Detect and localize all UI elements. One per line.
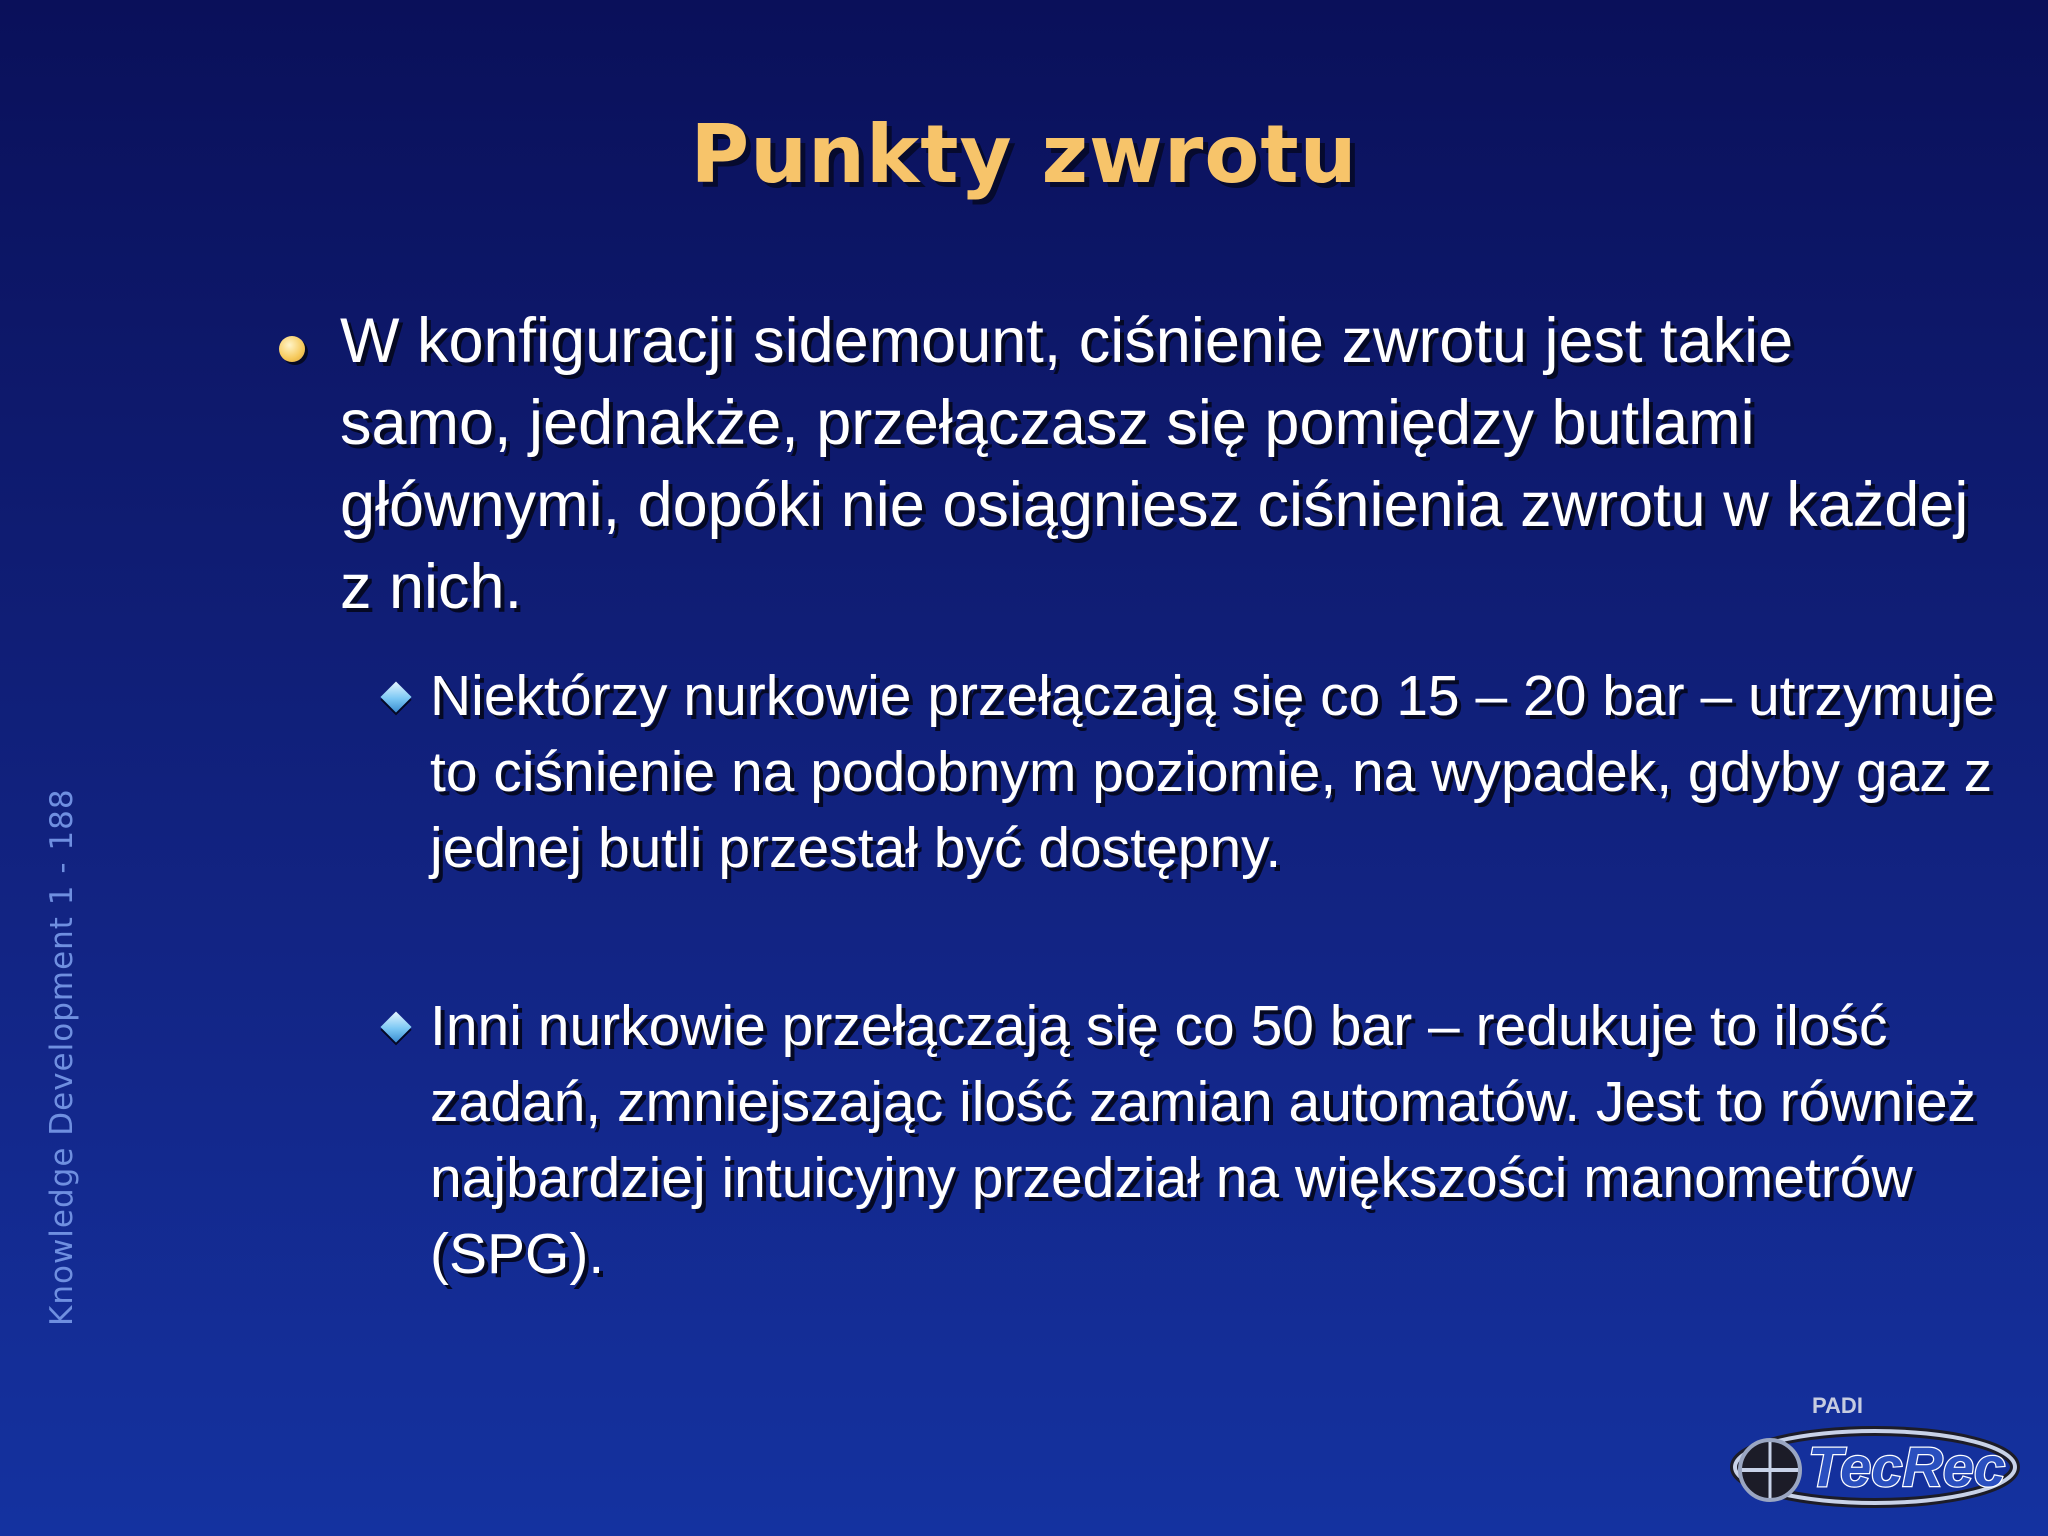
sidebar-label: Knowledge Development 1 - 188 [44,788,80,1326]
logo-tecrec-text: TecRec [1808,1435,2006,1498]
logo-padi-text: PADI [1812,1393,1863,1418]
blue-diamond-bullet-icon [380,681,411,712]
padi-tecrec-logo-icon [1700,1390,2020,1530]
blue-diamond-bullet-icon [380,1011,411,1042]
gold-dot-bullet-icon [279,336,305,362]
slide-title: Punkty zwrotu [690,108,1358,201]
sub-bullet-text-2: Inni nurkowie przełączają się co 50 bar – redukuje to ilość zadań, zmniejszając ilość zamian automatów. Jest to również najbardziej intuicyjny przedział na większości manometrów (SPG). [430,994,1977,1286]
main-bullet-text: W konfiguracji sidemount, ciśnienie zwrotu jest takie samo, jednakże, przełączasz się pomiędzy butlami głównymi, dopóki nie osiągniesz ciśnienia zwrotu w każdej z nich. [340,306,1969,622]
sub-bullet-text-1: Niektórzy nurkowie przełączają się co 15 – 20 bar – utrzymuje to ciśnienie na podobnym poziomie, na wypadek, gdyby gaz z jednej butli przestał być dostępny. [430,664,1996,880]
